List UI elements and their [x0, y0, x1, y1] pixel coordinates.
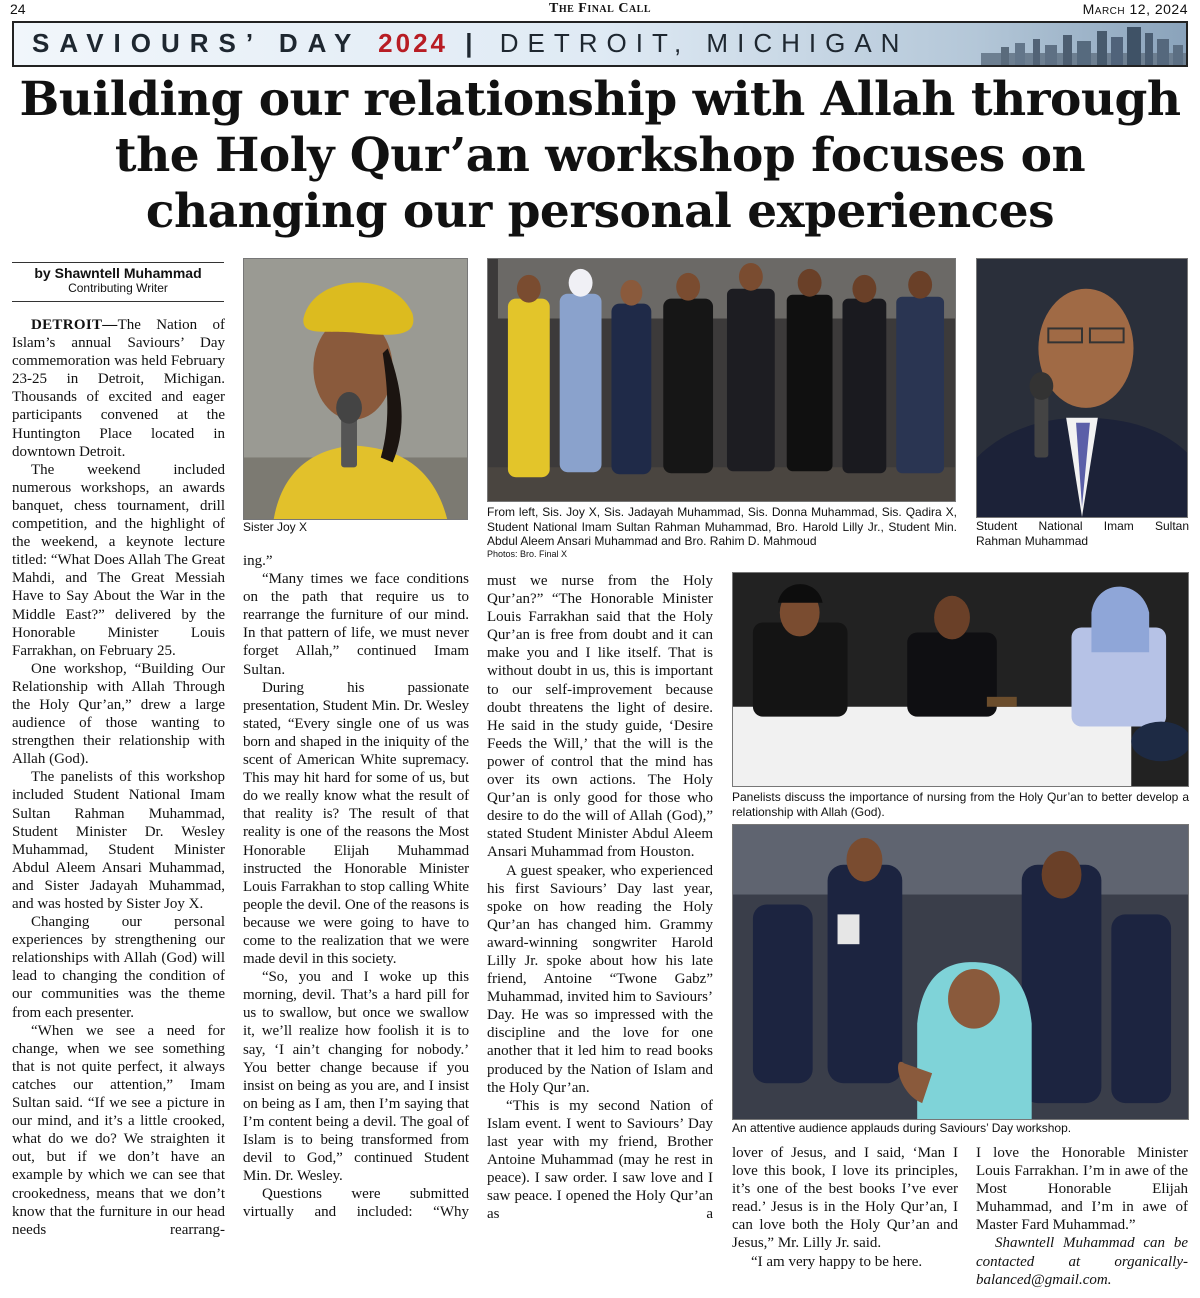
text-column-4 — [732, 1144, 958, 1271]
portrait-photo-icon — [977, 259, 1187, 517]
article-paragraph: “This is my second Nation of Islam event. I went to Saviours’ Day last year with my friend, Brother Antoine Muhammad (may he rest in peace). I saw order. I saw love and I saw peace. I opened the Holy Qur’an as a — [487, 1097, 713, 1223]
article-paragraph: The weekend included numerous workshops, an awards banquet, chess tournament, drill competition, and the highlight of the weekend, a keynote lecture titled: “What Does Allah The Great Mahdi, and The Great Messiah Have to Say About the War in the Middle East?” delivered by the Honorable Minister Louis Farrakhan, on February 25. — [12, 461, 225, 659]
article-paragraph: “Many times we face conditions on the path that require us to rearrange the furniture of our mind. In that pattern of life, we must never forget Allah,” continued Imam Sultan. — [243, 571, 469, 678]
caption-audience: An attentive audience applauds during Saviours’ Day workshop. — [732, 1121, 1072, 1135]
photo-credit: Photos: Bro. Final X — [487, 548, 568, 559]
article-paragraph: During his passionate presentation, Student Min. Dr. Wesley stated, “Every single one of us was born and shaped in the iniquity of the scent of American White supremacy. This may hit hard for some of us, but do we really know what the result of that reality is? The result of that reality is one of the reasons the Most Honorable Elijah Muhammad instructed the Honorable Minister Louis Farrakhan to stop calling White people the devil. One of the reasons is because we were going to have to come to the realization that we were made devil in this society. — [243, 679, 469, 968]
photo-audience — [732, 824, 1189, 1120]
group-photo-icon — [488, 259, 955, 501]
page-number: 24 — [10, 1, 26, 17]
article-paragraph: DETROIT—The Nation of Islam’s annual Saviours’ Day commemoration was held February 23-25 in Detroit, Michigan. Thousands of excited and eager participants convened at the Huntington Place located in downtown Detroit. — [12, 317, 225, 460]
audience-photo-icon — [733, 825, 1188, 1119]
text-column-2 — [243, 552, 469, 1221]
article-paragraph: One workshop, “Building Our Relationship with Allah Through the Holy Qur’an,” drew a large audience of those wanting to strengthen their relationship with Allah (God). — [12, 660, 225, 768]
caption-sister-joy: Sister Joy X — [243, 520, 308, 534]
byline-top-rule — [12, 262, 224, 263]
city-skyline-icon — [981, 23, 1186, 65]
byline-block — [12, 262, 224, 302]
photo-panelists-table — [732, 572, 1189, 787]
article-paragraph: “I am very happy to be here. — [751, 1253, 923, 1270]
portrait-photo-icon — [244, 259, 467, 519]
article-paragraph: lover of Jesus, and I said, ‘Man I love this book, I love its principles, it’s one of the best books I’ve ever read.’ Jesus is in the Holy Qur’an, I can love both the Holy Qur’an and Jesus,” Mr. Lilly Jr. said. — [732, 1145, 958, 1252]
caption-imam-line1: Student National Imam Sultan — [976, 519, 1189, 533]
caption-imam-line2: Rahman Muhammad — [976, 533, 1089, 548]
photo-imam-sultan — [976, 258, 1188, 518]
photo-group-panelists — [487, 258, 956, 502]
text-column-5 — [976, 1144, 1188, 1289]
banner-separator: | — [465, 28, 483, 58]
section-banner — [12, 21, 1188, 67]
text-column-1 — [12, 316, 225, 1239]
banner-text — [32, 28, 908, 59]
article-headline: Building our relationship with Allah through the Holy Qur’an workshop focuses on changing our personal experiences — [19, 72, 1181, 239]
publication-name: The Final Call — [548, 1, 651, 16]
banner-location: DETROIT, MICHIGAN — [499, 28, 909, 58]
article-paragraph: Changing our personal experiences by strengthening our relationships with Allah (God) will lead to changing the condition of our communities was the theme from each presenter. — [12, 914, 225, 1021]
article-paragraph: I love the Honorable Minister Louis Farrakhan. I’m in awe of the Most Honorable Elijah Muhammad, and I’m in awe of Master Fard Muhammad.” — [976, 1145, 1188, 1234]
article-paragraph: A guest speaker, who experienced his first Saviours’ Day last year, spoke on how reading the Holy Qur’an has changed him. Grammy award-winning songwriter Harold Lilly Jr. spoke about how his late friend, Antoine “Twone Gabz” Muhammad, invited him to Saviours’ Day. He was so impressed with the discipline and the love for one another that it led him to read books produced by the Nation of Islam and the Holy Qur’an. — [487, 862, 713, 1096]
byline-role: Contributing Writer — [68, 281, 168, 295]
banner-year: 2024 — [378, 28, 449, 58]
article-paragraph: Questions were submitted virtually and included: “Why — [243, 1186, 469, 1221]
page-folio — [0, 0, 1200, 20]
article-paragraph: ing.” — [243, 553, 273, 569]
caption-panelists-table: Panelists discuss the importance of nursing from the Holy Qur’an to better develop a relationship with Allah (God). — [732, 790, 1189, 819]
text-column-3 — [487, 572, 713, 1223]
article-paragraph: The panelists of this workshop included Student National Imam Sultan Rahman Muhammad, Student Minister Dr. Wesley Muhammad, Student Minister Abdul Aleem Ansari Muhammad, and Sister Jadayah Muhammad, and was hosted by Sister Joy X. — [12, 769, 225, 912]
article-paragraph: “When we see a need for change, when we see something that is not quite perfect, it always catches our attention,” Imam Sultan said. “If we see a picture in our mind, and it’s a little crooked, what do we do? We straighten it out, but if we don’t have an example by which we can see that crookedness, means that we don’t know that the furniture in our head needs rearrang- — [12, 1022, 225, 1238]
banner-event: SAVIOURS’ DAY — [32, 28, 361, 58]
caption-group-panelists — [487, 505, 957, 560]
byline: by Shawntell Muhammad — [34, 265, 202, 281]
caption-imam-sultan — [976, 519, 1189, 548]
panel-photo-icon — [733, 573, 1188, 786]
issue-date: March 12, 2024 — [1082, 1, 1188, 17]
dateline: DETROIT— — [31, 317, 118, 333]
article-paragraph: must we nurse from the Holy Qur’an?” “The Honorable Minister Louis Farrakhan said that the Holy Qur’an is free from doubt and it can make you and I like itself. That is without doubt in us, this is important to our self-improvement because doubt threatens the light of desire. He said in the study guide, ‘Desire Feeds the Will,’ that the will is the power of control that the mind has over its own actions. The Holy Qur’an is only good for those who desire to do the will of Allah (God),” stated Student Minister Abdul Aleem Ansari Muhammad from Houston. — [487, 573, 713, 861]
caption-group-text: From left, Sis. Joy X, Sis. Jadayah Muhammad, Sis. Donna Muhammad, Sis. Qadira X, Student National Imam Sultan Rahman Muhammad, Bro. Harold Lilly Jr., Student Min. Abdul Aleem Ansari Muhammad and Bro. Rahim D. Mahmoud — [487, 505, 957, 548]
photo-sister-joy — [243, 258, 468, 520]
byline-bottom-rule — [12, 301, 224, 302]
article-paragraph: “So, you and I woke up this morning, devil. That’s a hard pill for us to swallow, but once we swallow it, we’ll realize how foolish it is to say, ‘I ain’t changing for nobody.’ You better change because if you insist on being as you are, and I insist on being as I am, then I’m saying that I’m content being a devil. The goal of Islam is to being transformed from devil to God,” continued Student Min. Dr. Wesley. — [243, 969, 469, 1185]
author-contact: Shawntell Muhammad can be contacted at organically-balanced@gmail.com. — [976, 1235, 1188, 1288]
